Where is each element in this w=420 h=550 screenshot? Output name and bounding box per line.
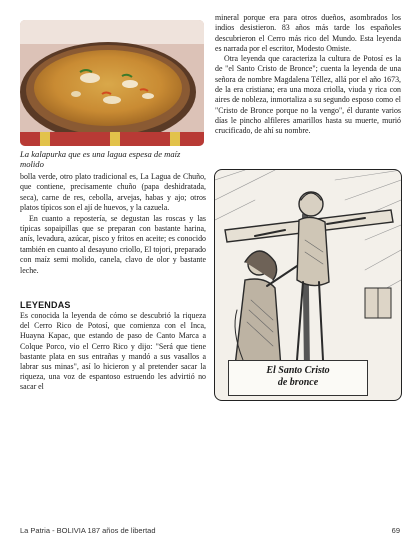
right-column-text [215, 13, 401, 137]
illustration-title-line2: de bronce [277, 377, 319, 388]
page-number: 69 [391, 526, 400, 535]
left-paragraph: bolla verde, otro plato tradicional es, La Lagua de Chuño, que contiene, precisamente chuño (papa deshidratada, seca), carne de res, cebolla, arvejas, habas y ajo; otros platos típicos son el ají de huevos, y la cazuela. [20, 172, 206, 213]
legend-paragraph: Es conocida la leyenda de cómo se descubrió la riqueza del Cerro Rico de Potosí, que comienza con el Inca, Huayna Kapac, que estando de paso de Canto Marca a Colque Porco, vio el Cerro Rico y dijo: "Será que tiene bastante plata en sus entrañas y mandó a sus vasallos a labrar sus minas", así lo hicieron y al pretender sacar la riqueza, una voz de espantoso estruendo les advirtió no sacar el [20, 311, 206, 392]
photo-caption: La kalapurka que es una lagua espesa de maíz molido [20, 149, 181, 169]
illustration-title-plate [228, 360, 368, 396]
kalapurka-photo [20, 20, 204, 146]
illustration-title-line1: El Santo Cristo [266, 365, 330, 376]
right-paragraph: Otra leyenda que caracteriza la cultura de Potosí es la de "el Santo Cristo de Bronce"; cuenta la leyenda de una señora de nombre Magdalena Téllez, allá por el año 1673, de la era cristiana; era una moza criolla, viuda y rica con aires de nobleza, inmortaliza a su segundo esposo como el "Cristo de Bronce porque no la vengo", él durante varios días le pincho alfileres amarillos hasta su muerte, murió crucificado, de ahí su nombre. [215, 54, 401, 136]
legend-column-text [20, 311, 206, 393]
left-column-text [20, 172, 206, 276]
right-paragraph: mineral porque era para otros dueños, asombrados los indios desistieron. 83 años más tarde los españoles descubrieron el Cerro más rico del Mundo. Esta leyenda es narrada por el escritor, Modesto Omiste. [215, 13, 401, 53]
footer-publication: La Patria - BOLIVIA 187 años de libertad [20, 526, 156, 535]
left-paragraph: En cuanto a repostería, se degustan las roscas y las típicas sopaipillas que se preparan con bastante harina, anís, levadura, azúcar, pisco y fritos en aceite; es conocido también en cuanto al desayuno criollo, El tojori, preparado con maíz semi molido, canela, clavo de olor y bastante leche. [20, 213, 206, 275]
section-heading: LEYENDAS [20, 300, 71, 310]
